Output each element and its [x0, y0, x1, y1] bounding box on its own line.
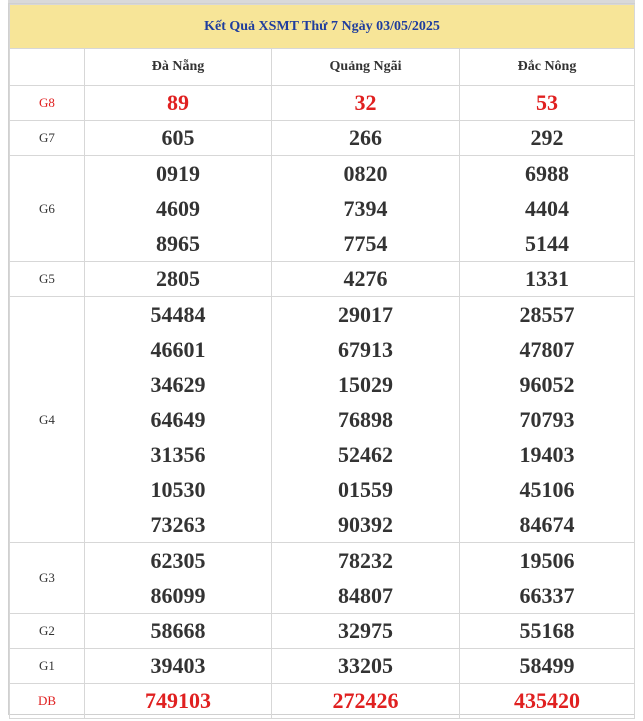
prize-number: 29017 [338, 302, 393, 327]
prize-row-g1 [10, 649, 635, 684]
prize-number: 28557 [519, 302, 575, 327]
prize-number-group [272, 156, 460, 262]
prize-number: 5144 [525, 231, 569, 256]
prize-number: 266 [272, 121, 460, 156]
prize-number: 4404 [525, 196, 569, 221]
prize-label-g8: G8 [10, 86, 85, 121]
prize-number: 84674 [519, 512, 575, 537]
prize-number: 19506 [519, 548, 575, 573]
prize-number: 33205 [272, 649, 460, 684]
prize-number: 46601 [150, 337, 206, 362]
prize-number-group [85, 297, 272, 543]
prize-number: 84807 [338, 583, 393, 608]
prize-label-db: DB [10, 684, 85, 719]
prize-number: 0919 [156, 161, 200, 186]
prize-number: 78232 [338, 548, 393, 573]
special-prize-number: 749103 [85, 684, 272, 719]
prize-number: 39403 [85, 649, 272, 684]
prize-number: 89 [85, 86, 272, 121]
prize-number: 4276 [272, 262, 460, 297]
prize-number: 55168 [460, 614, 635, 649]
province-header-row [10, 49, 635, 86]
prize-number: 70793 [519, 407, 575, 432]
prize-number-group [460, 297, 635, 543]
prize-number: 10530 [150, 477, 206, 502]
prize-number: 605 [85, 121, 272, 156]
prize-label-g7: G7 [10, 121, 85, 156]
prize-number: 32975 [272, 614, 460, 649]
prize-number: 66337 [519, 583, 575, 608]
prize-row-g7 [10, 121, 635, 156]
prize-number: 1331 [460, 262, 635, 297]
header-blank [10, 49, 85, 86]
prize-number: 32 [272, 86, 460, 121]
prize-number-group [460, 543, 635, 614]
prize-number: 73263 [150, 512, 206, 537]
prize-number: 52462 [338, 442, 393, 467]
prize-number: 292 [460, 121, 635, 156]
prize-number: 96052 [519, 372, 575, 397]
prize-row-g5 [10, 262, 635, 297]
prize-row-g6 [10, 156, 635, 262]
prize-number: 4609 [156, 196, 200, 221]
prize-label-g4: G4 [10, 297, 85, 543]
title-row [10, 5, 635, 49]
prize-number: 58668 [85, 614, 272, 649]
prize-label-g6: G6 [10, 156, 85, 262]
prize-number: 7754 [343, 231, 388, 256]
prize-number: 47807 [519, 337, 575, 362]
province-header: Quảng Ngãi [272, 49, 460, 86]
prize-number: 31356 [150, 442, 206, 467]
special-prize-number: 272426 [272, 684, 460, 719]
prize-number: 0820 [343, 161, 388, 186]
prize-number-group [272, 297, 460, 543]
prize-row-db [10, 684, 635, 719]
prize-number: 62305 [150, 548, 206, 573]
prize-number: 34629 [150, 372, 206, 397]
prize-number: 7394 [343, 196, 388, 221]
prize-row-g2 [10, 614, 635, 649]
prize-number: 45106 [519, 477, 575, 502]
special-prize-number: 435420 [460, 684, 635, 719]
prize-number-group [85, 156, 272, 262]
prize-number: 6988 [525, 161, 569, 186]
prize-row-g4 [10, 297, 635, 543]
province-header: Đắc Nông [460, 49, 635, 86]
prize-number-group [460, 156, 635, 262]
prize-number: 8965 [156, 231, 200, 256]
prize-row-g3 [10, 543, 635, 614]
results-frame [8, 3, 635, 715]
prize-number: 86099 [150, 583, 206, 608]
prize-number: 67913 [338, 337, 393, 362]
results-title: Kết Quả XSMT Thứ 7 Ngày 03/05/2025 [10, 5, 635, 49]
prize-number: 54484 [150, 302, 206, 327]
prize-number: 90392 [338, 512, 393, 537]
prize-number: 64649 [150, 407, 206, 432]
prize-row-g8 [10, 86, 635, 121]
province-header: Đà Nẵng [85, 49, 272, 86]
prize-number: 76898 [338, 407, 393, 432]
prize-number: 2805 [85, 262, 272, 297]
prize-number: 58499 [460, 649, 635, 684]
prize-label-g3: G3 [10, 543, 85, 614]
prize-number-group [85, 543, 272, 614]
prize-number: 15029 [338, 372, 393, 397]
prize-number: 53 [460, 86, 635, 121]
prize-label-g2: G2 [10, 614, 85, 649]
lottery-results-table [9, 4, 635, 719]
prize-number: 19403 [519, 442, 575, 467]
prize-number-group [272, 543, 460, 614]
prize-number: 01559 [338, 477, 393, 502]
prize-label-g1: G1 [10, 649, 85, 684]
prize-label-g5: G5 [10, 262, 85, 297]
